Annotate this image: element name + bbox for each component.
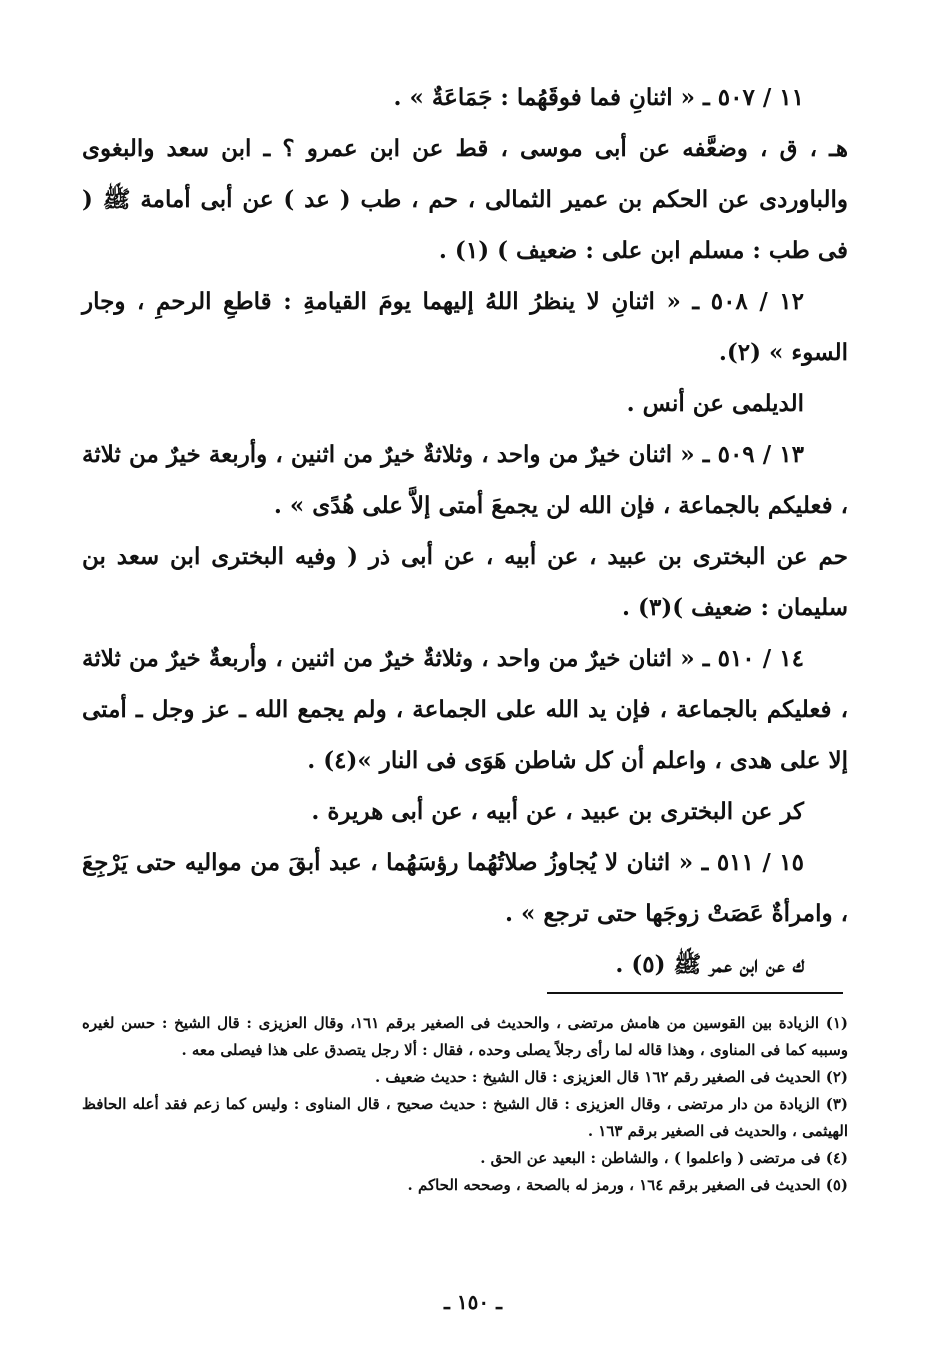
page-number: ـ ١٥٠ ـ — [444, 1290, 502, 1314]
footnote-3: (٣) الزيادة من دار مرتضى ، وقال العزيزى : قال الشيخ : حديث صحيح ، قال المناوى : وليس كما زعم فقد أعله الحافظ الهيثمى ، والحديث فى الصغير برقم ١٦٣ . — [82, 1095, 848, 1140]
main-text-body — [82, 72, 848, 990]
hadith-paragraph: ١٤ / ٥١٠ ـ « اثنان خيرٌ من واحد ، وثلاثةٌ خيرٌ من اثنين ، وأربعةٌ خيرٌ من ثلاثة ، فعليكم بالجماعة ، فإن يد الله على الجماعة ، ولم يجمع الله ـ عز وجل ـ أمتى إلا على هدى ، واعلم أن كل شاطن هَوَى فى النار »(٤) . — [82, 645, 849, 774]
footnote-4: (٤) فى مرتضى ( واعلموا ) ، والشاطن : البعيد عن الحق . — [480, 1149, 848, 1167]
takhrij-paragraph: هـ ، ق ، وضعَّفه عن أبى موسى ، قط عن ابن عمرو ؟ ـ ابن سعد والبغوى والباوردى عن الحكم بن عمير الثمالى ، حم ، طب ( عد ) عن أبى أمامة ﷺ ( فى طب : مسلم ابن على : ضعيف ) (١) . — [82, 135, 848, 264]
footnote-1: (١) الزيادة بين القوسين من هامش مرتضى ، والحديث فى الصغير برقم ١٦١، وقال العزيزى : قال الشيخ : حسن لغيره وسببه كما فى المناوى ، وهذا قاله لما رأى رجلاً يصلى وحده ، فقال : ألا رجل يتصدق على هذا فيصلى معه . — [82, 1014, 849, 1059]
footnote-5: (٥) الحديث فى الصغير برقم ١٦٤ ، ورمز له بالصحة ، وصححه الحاكم . — [407, 1176, 848, 1194]
hadith-paragraph: ١١ / ٥٠٧ ـ « اثنانِ فما فوقَهُما : جَمَاعَةٌ » . — [393, 84, 804, 111]
takhrij-paragraph: الديلمى عن أنس . — [626, 390, 804, 417]
hadith-paragraph: ١٢ / ٥٠٨ ـ « اثنانِ لا ينظرُ اللهُ إليهما يومَ القيامةِ : قاطعِ الرحمِ ، وجار السوء » (٢). — [82, 288, 848, 366]
footnotes-section — [82, 1010, 848, 1199]
footnote-separator — [547, 992, 843, 994]
takhrij-paragraph: ك عن ابن عمر ﷺ (٥) . — [615, 951, 804, 978]
takhrij-paragraph: حم عن البخترى بن عبيد ، عن أبيه ، عن أبى ذر ( وفيه البخترى ابن سعد بن سليمان : ضعيف )(٣) . — [82, 543, 848, 621]
hadith-paragraph: ١٥ / ٥١١ ـ « اثنان لا يُجاوزُ صلاتُهُما رؤسَهُما ، عبد أبقَ من مواليه حتى يَرْجِعَ ، وامرأةٌ عَصَتْ زوجَها حتى ترجع » . — [82, 849, 848, 927]
footnote-2: (٢) الحديث فى الصغير رقم ١٦٢ قال العزيزى : قال الشيخ : حديث ضعيف . — [374, 1068, 848, 1086]
takhrij-paragraph: كر عن البخترى بن عبيد ، عن أبيه ، عن أبى هريرة . — [311, 798, 804, 825]
hadith-paragraph: ١٣ / ٥٠٩ ـ « اثنان خيرٌ من واحد ، وثلاثةٌ خيرٌ من اثنين ، وأربعة خيرٌ من ثلاثة ، فعليكم بالجماعة ، فإن الله لن يجمعَ أمتى إلاَّ على هُدًى » . — [82, 441, 848, 519]
